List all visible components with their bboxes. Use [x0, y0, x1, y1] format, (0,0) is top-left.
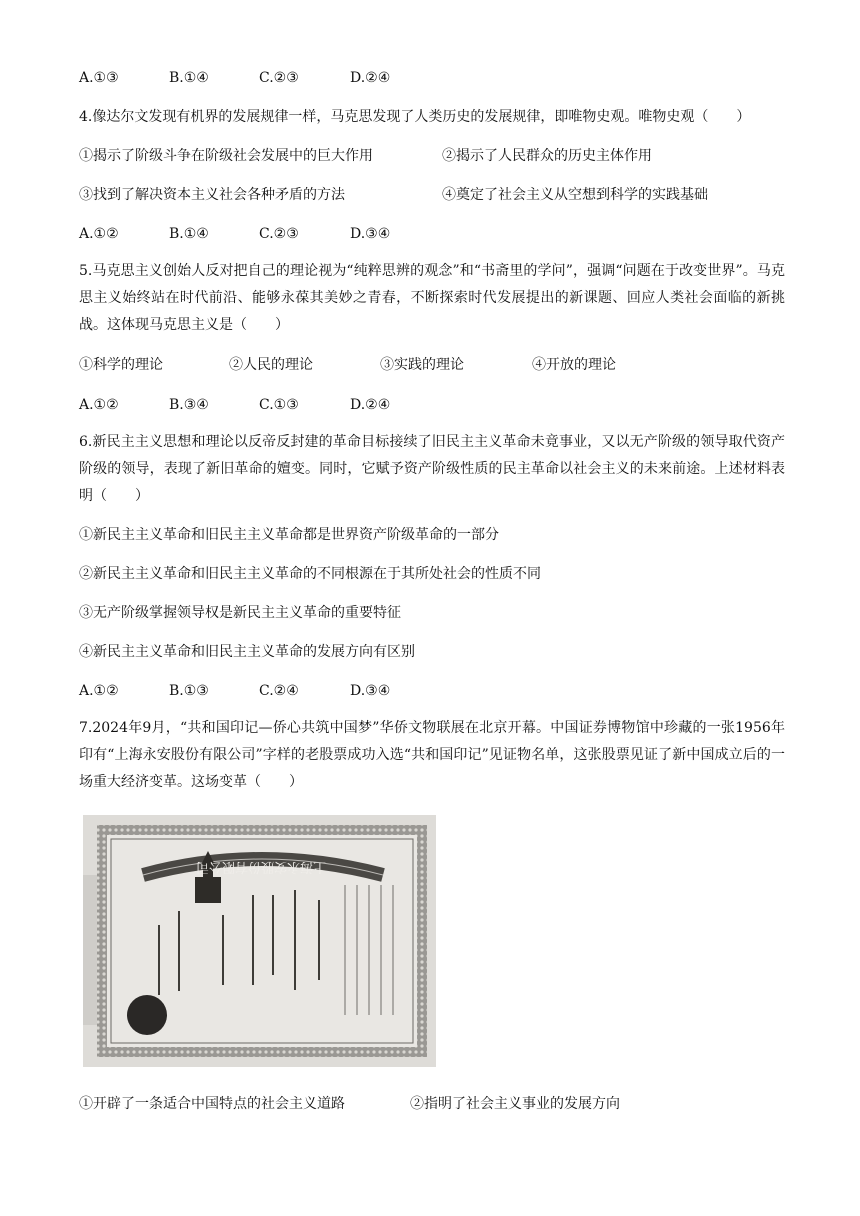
q5-statement-1: ①科学的理论 [79, 357, 163, 373]
q5-option-c: C.①③ [259, 397, 299, 413]
q4-option-c: C.②③ [259, 226, 299, 242]
q7-statement-1: ①开辟了一条适合中国特点的社会主义道路 [79, 1096, 345, 1112]
q4-statement-4: ④奠定了社会主义从空想到科学的实践基础 [442, 187, 708, 203]
q6-statement-4: ④新民主主义革命和旧民主主义革命的发展方向有区别 [79, 644, 415, 660]
q5-option-a: A.①② [79, 397, 119, 413]
q4-statement-1: ①揭示了阶级斗争在阶级社会发展中的巨大作用 [79, 148, 373, 164]
q7-statement-2: ②指明了社会主义事业的发展方向 [410, 1096, 620, 1112]
q6-option-a: A.①② [79, 683, 119, 699]
q6-option-c: C.②④ [259, 683, 299, 699]
q3-option-b: B.①④ [169, 70, 209, 86]
q6-stem: 6.新民主主义思想和理论以反帝反封建的革命目标接续了旧民主主义革命未竟事业，又以无产阶级的领导取代资产阶级的领导，表现了新旧革命的嬗变。同时，它赋予资产阶级性质的民主革命以社会主义的未来前途。上述材料表明（ ） [79, 434, 785, 504]
certificate-title: 上海永安股份有限公司 [195, 859, 327, 874]
stock-certificate-photo [83, 815, 436, 1067]
q3-option-d: D.②④ [350, 70, 391, 86]
q6-statement-1: ①新民主主义革命和旧民主主义革命都是世界资产阶级革命的一部分 [79, 527, 499, 543]
q4-option-b: B.①④ [169, 226, 209, 242]
q4-option-d: D.③④ [350, 226, 391, 242]
q3-option-a: A.①③ [79, 70, 119, 86]
q4-option-a: A.①② [79, 226, 119, 242]
q6-statement-2: ②新民主主义革命和旧民主主义革命的不同根源在于其所处社会的性质不同 [79, 566, 541, 582]
q5-stem: 5.马克思主义创始人反对把自己的理论视为“纯粹思辨的观念”和“书斋里的学问”，强调“问题在于改变世界”。马克思主义始终站在时代前沿、能够永葆其美妙之青春，不断探索时代发展提出的新课题、回应人类社会面临的新挑战。这体现马克思主义是（ ） [79, 263, 785, 333]
q5-statement-4: ④开放的理论 [532, 357, 616, 373]
q6-statement-3: ③无产阶级掌握领导权是新民主主义革命的重要特征 [79, 605, 401, 621]
q5-option-d: D.②④ [350, 397, 391, 413]
q3-option-c: C.②③ [259, 70, 299, 86]
q5-option-b: B.③④ [169, 397, 209, 413]
q6-option-d: D.③④ [350, 683, 391, 699]
q6-option-b: B.①③ [169, 683, 209, 699]
q5-statement-3: ③实践的理论 [380, 357, 464, 373]
q7-stem: 7.2024年9月，“共和国印记—侨心共筑中国梦”华侨文物联展在北京开幕。中国证券博物馆中珍藏的一张1956年印有“上海永安股份有限公司”字样的老股票成功入选“共和国印记”见证物名单，这张股票见证了新中国成立后的一场重大经济变革。这场变革（ ） [79, 720, 785, 790]
q4-statement-2: ②揭示了人民群众的历史主体作用 [442, 148, 652, 164]
q4-stem: 4.像达尔文发现有机界的发展规律一样，马克思发现了人类历史的发展规律，即唯物史观。唯物史观（ ） [79, 109, 751, 125]
stock-certificate-illustration [83, 815, 436, 1067]
q5-statement-2: ②人民的理论 [229, 357, 313, 373]
q4-statement-3: ③找到了解决资本主义社会各种矛盾的方法 [79, 187, 345, 203]
